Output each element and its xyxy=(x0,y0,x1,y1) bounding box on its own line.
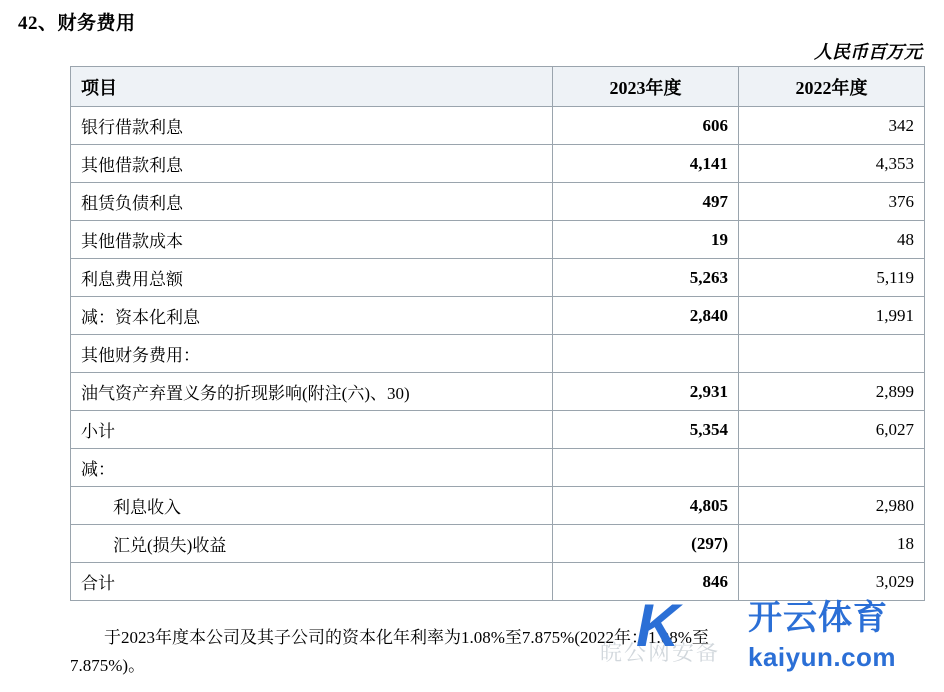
row-label: 其他借款成本 xyxy=(71,221,553,259)
row-label: 油气资产弃置义务的折现影响(附注(六)、30) xyxy=(71,373,553,411)
row-label: 其他借款利息 xyxy=(71,145,553,183)
table-row xyxy=(71,525,925,563)
row-value-2023: 606 xyxy=(553,107,739,145)
page-title: 42、财务费用 xyxy=(18,13,136,34)
row-label: 银行借款利息 xyxy=(71,107,553,145)
row-value-2023: 5,263 xyxy=(553,259,739,297)
row-label: 小计 xyxy=(71,411,553,449)
row-value-2022: 3,029 xyxy=(739,563,925,601)
row-value-2023: 19 xyxy=(553,221,739,259)
table-row xyxy=(71,449,925,487)
row-value-2022: 376 xyxy=(739,183,925,221)
row-label: 利息费用总额 xyxy=(71,259,553,297)
table-row xyxy=(71,335,925,373)
row-value-2022: 1,991 xyxy=(739,297,925,335)
row-value-2023: 497 xyxy=(553,183,739,221)
footnote xyxy=(70,624,930,680)
row-value-2022: 2,899 xyxy=(739,373,925,411)
table-row xyxy=(71,563,925,601)
row-value-2023: (297) xyxy=(553,525,739,563)
row-value-2023: 2,840 xyxy=(553,297,739,335)
row-value-2022: 4,353 xyxy=(739,145,925,183)
row-value-2022: 48 xyxy=(739,221,925,259)
table-row xyxy=(71,411,925,449)
row-label: 租赁负债利息 xyxy=(71,183,553,221)
row-value-2023 xyxy=(553,449,739,487)
table-header-row xyxy=(71,67,925,107)
row-value-2023: 846 xyxy=(553,563,739,601)
column-header-item: 项目 xyxy=(71,67,553,107)
row-label: 减： xyxy=(71,449,553,487)
row-value-2023 xyxy=(553,335,739,373)
table-row xyxy=(71,487,925,525)
row-value-2023: 5,354 xyxy=(553,411,739,449)
row-label: 利息收入 xyxy=(71,487,553,525)
row-value-2023: 4,141 xyxy=(553,145,739,183)
table-row xyxy=(71,107,925,145)
row-value-2022: 342 xyxy=(739,107,925,145)
row-value-2023: 4,805 xyxy=(553,487,739,525)
row-value-2022: 6,027 xyxy=(739,411,925,449)
watermark-brand-cn: 开云体育 xyxy=(748,599,888,637)
column-header-2022: 2022年度 xyxy=(739,67,925,107)
column-header-2023: 2023年度 xyxy=(553,67,739,107)
table-row xyxy=(71,145,925,183)
table-row xyxy=(71,373,925,411)
row-value-2022: 18 xyxy=(739,525,925,563)
row-label: 合计 xyxy=(71,563,553,601)
footnote-line-1: 于2023年度本公司及其子公司的资本化年利率为1.08%至7.875%(2022年：1.08%至 xyxy=(104,628,709,647)
row-value-2022: 2,980 xyxy=(739,487,925,525)
table-body xyxy=(71,107,925,601)
table-row xyxy=(71,259,925,297)
table-row xyxy=(71,183,925,221)
row-label: 减：资本化利息 xyxy=(71,297,553,335)
watermark-brand-en: kaiyun.com xyxy=(748,642,897,672)
currency-unit-label: 人民币百万元 xyxy=(814,42,922,62)
footnote-line-2: 7.875%)。 xyxy=(70,656,146,675)
row-value-2022 xyxy=(739,335,925,373)
table-row xyxy=(71,297,925,335)
row-label: 其他财务费用： xyxy=(71,335,553,373)
row-value-2022: 5,119 xyxy=(739,259,925,297)
row-value-2023: 2,931 xyxy=(553,373,739,411)
table-row xyxy=(71,221,925,259)
watermark-letter: K xyxy=(636,592,678,659)
row-value-2022 xyxy=(739,449,925,487)
financial-expenses-table xyxy=(70,66,925,601)
watermark-ghost-text: 皖公网安备 xyxy=(600,640,721,665)
row-label: 汇兑(损失)收益 xyxy=(71,525,553,563)
